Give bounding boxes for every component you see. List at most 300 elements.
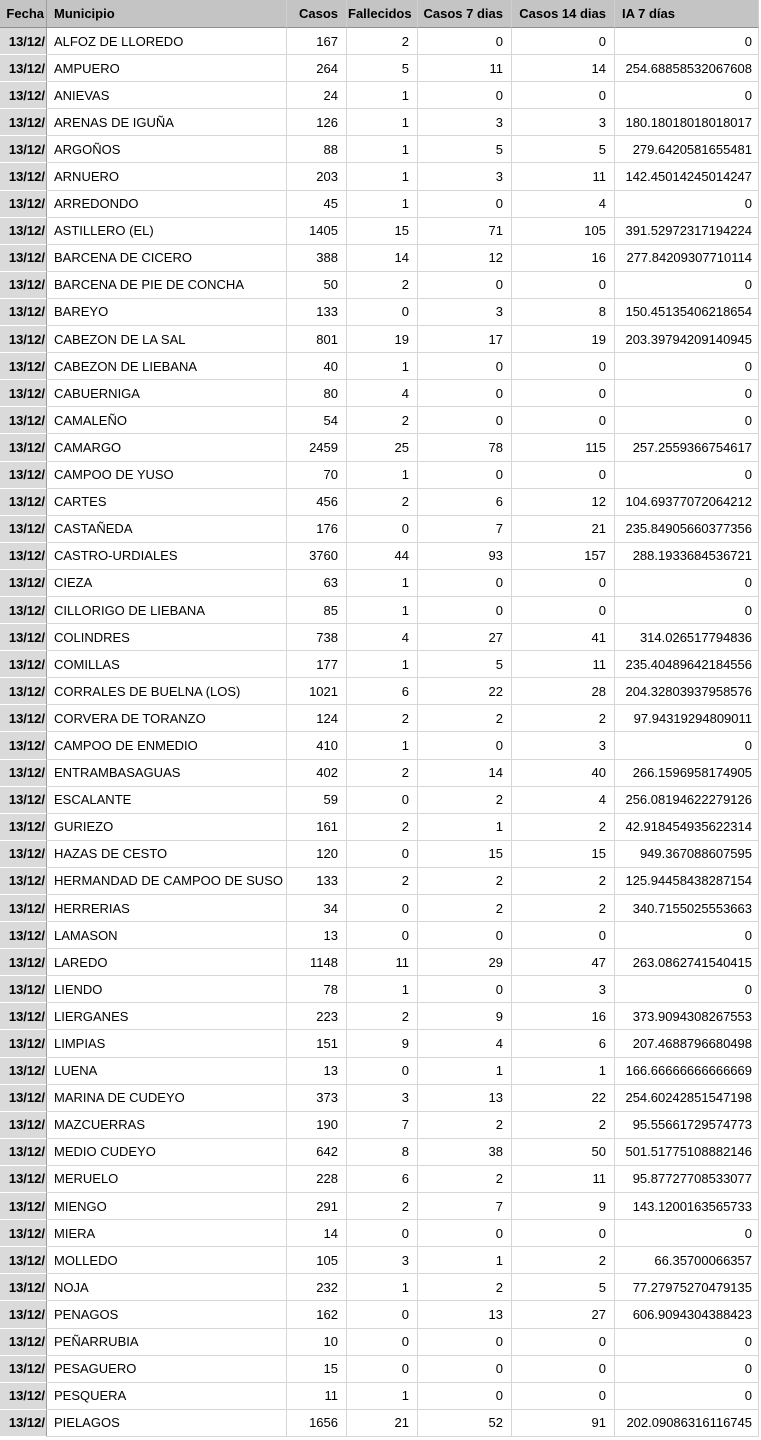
cell-ia-7-dias: 373.9094308267553 <box>615 1003 759 1030</box>
cell-fecha: 13/12/ <box>0 597 47 624</box>
cell-casos: 162 <box>287 1301 347 1328</box>
cell-municipio: LIMPIAS <box>47 1030 287 1057</box>
cell-casos-14-dias: 12 <box>512 489 615 516</box>
cell-ia-7-dias: 949.367088607595 <box>615 841 759 868</box>
cell-fecha: 13/12/ <box>0 543 47 570</box>
cell-fecha: 13/12/ <box>0 1247 47 1274</box>
cell-fallecidos: 14 <box>347 245 418 272</box>
cell-casos: 124 <box>287 705 347 732</box>
cell-municipio: ESCALANTE <box>47 787 287 814</box>
cell-casos: 14 <box>287 1220 347 1247</box>
cell-municipio: HERRERIAS <box>47 895 287 922</box>
cell-casos-7-dias: 2 <box>418 705 512 732</box>
cell-casos: 1148 <box>287 949 347 976</box>
cell-ia-7-dias: 202.09086316116745 <box>615 1410 759 1437</box>
cell-casos-14-dias: 8 <box>512 299 615 326</box>
cell-casos-14-dias: 2 <box>512 705 615 732</box>
cell-casos-14-dias: 6 <box>512 1030 615 1057</box>
cell-fecha: 13/12/ <box>0 1329 47 1356</box>
cell-fecha: 13/12/ <box>0 705 47 732</box>
cell-fallecidos: 0 <box>347 1356 418 1383</box>
cell-fecha: 13/12/ <box>0 299 47 326</box>
cell-fallecidos: 21 <box>347 1410 418 1437</box>
cell-casos: 45 <box>287 191 347 218</box>
cell-fecha: 13/12/ <box>0 651 47 678</box>
cell-municipio: CAMALEÑO <box>47 407 287 434</box>
cell-ia-7-dias: 263.0862741540415 <box>615 949 759 976</box>
cell-fecha: 13/12/ <box>0 1383 47 1410</box>
cell-casos: 642 <box>287 1139 347 1166</box>
table-row <box>0 55 759 82</box>
table-row <box>0 1410 759 1437</box>
cell-casos-14-dias: 47 <box>512 949 615 976</box>
cell-fecha: 13/12/ <box>0 109 47 136</box>
cell-fecha: 13/12/ <box>0 245 47 272</box>
cell-casos: 80 <box>287 380 347 407</box>
table-row <box>0 1329 759 1356</box>
cell-fallecidos: 0 <box>347 922 418 949</box>
cell-fecha: 13/12/ <box>0 1166 47 1193</box>
cell-ia-7-dias: 0 <box>615 1329 759 1356</box>
cell-casos-7-dias: 0 <box>418 28 512 55</box>
table-row <box>0 326 759 353</box>
cell-municipio: CORRALES DE BUELNA (LOS) <box>47 678 287 705</box>
cell-fecha: 13/12/ <box>0 1112 47 1139</box>
cell-fecha: 13/12/ <box>0 1410 47 1437</box>
cell-fallecidos: 3 <box>347 1085 418 1112</box>
cell-casos: 59 <box>287 787 347 814</box>
cell-casos-14-dias: 4 <box>512 787 615 814</box>
cell-ia-7-dias: 95.87727708533077 <box>615 1166 759 1193</box>
cell-casos: 1405 <box>287 218 347 245</box>
column-header-casos-14-dias: Casos 14 dias <box>512 0 615 28</box>
cell-fallecidos: 1 <box>347 109 418 136</box>
cell-ia-7-dias: 235.84905660377356 <box>615 516 759 543</box>
cell-casos-7-dias: 1 <box>418 1058 512 1085</box>
cell-ia-7-dias: 501.51775108882146 <box>615 1139 759 1166</box>
cell-municipio: ANIEVAS <box>47 82 287 109</box>
cell-casos-14-dias: 0 <box>512 272 615 299</box>
cell-fallecidos: 0 <box>347 1301 418 1328</box>
cell-casos: 203 <box>287 163 347 190</box>
cell-fecha: 13/12/ <box>0 191 47 218</box>
cell-ia-7-dias: 0 <box>615 1383 759 1410</box>
cell-municipio: CAMARGO <box>47 434 287 461</box>
cell-casos: 1021 <box>287 678 347 705</box>
cell-municipio: MIERA <box>47 1220 287 1247</box>
cell-casos: 738 <box>287 624 347 651</box>
table-row <box>0 570 759 597</box>
cell-ia-7-dias: 0 <box>615 1220 759 1247</box>
cell-fallecidos: 0 <box>347 1220 418 1247</box>
cell-casos: 161 <box>287 814 347 841</box>
cell-casos-14-dias: 2 <box>512 814 615 841</box>
table-row <box>0 109 759 136</box>
cell-casos: 801 <box>287 326 347 353</box>
column-header-fallecidos: Fallecidos <box>347 0 418 28</box>
cell-ia-7-dias: 254.60242851547198 <box>615 1085 759 1112</box>
cell-fecha: 13/12/ <box>0 732 47 759</box>
table-row <box>0 922 759 949</box>
cell-fallecidos: 1 <box>347 570 418 597</box>
cell-casos-7-dias: 4 <box>418 1030 512 1057</box>
cell-casos-7-dias: 0 <box>418 272 512 299</box>
cell-casos-14-dias: 11 <box>512 651 615 678</box>
table-body <box>0 28 759 1437</box>
table-row <box>0 678 759 705</box>
cell-ia-7-dias: 256.08194622279126 <box>615 787 759 814</box>
cell-casos: 10 <box>287 1329 347 1356</box>
cell-casos: 388 <box>287 245 347 272</box>
cell-casos-7-dias: 13 <box>418 1301 512 1328</box>
cell-fallecidos: 44 <box>347 543 418 570</box>
cell-fecha: 13/12/ <box>0 489 47 516</box>
cell-casos-14-dias: 19 <box>512 326 615 353</box>
cell-fecha: 13/12/ <box>0 82 47 109</box>
cell-casos: 1656 <box>287 1410 347 1437</box>
cell-fallecidos: 0 <box>347 1058 418 1085</box>
cell-municipio: CAMPOO DE ENMEDIO <box>47 732 287 759</box>
cell-ia-7-dias: 257.2559366754617 <box>615 434 759 461</box>
cell-fallecidos: 2 <box>347 814 418 841</box>
table-row <box>0 895 759 922</box>
cell-casos-7-dias: 2 <box>418 868 512 895</box>
cell-casos: 177 <box>287 651 347 678</box>
cell-ia-7-dias: 207.4688796680498 <box>615 1030 759 1057</box>
table-row <box>0 1301 759 1328</box>
cell-casos-14-dias: 14 <box>512 55 615 82</box>
table-row <box>0 28 759 55</box>
cell-ia-7-dias: 314.026517794836 <box>615 624 759 651</box>
cell-casos-7-dias: 0 <box>418 1383 512 1410</box>
cell-fecha: 13/12/ <box>0 434 47 461</box>
cell-fecha: 13/12/ <box>0 1139 47 1166</box>
cell-municipio: CASTRO-URDIALES <box>47 543 287 570</box>
cell-ia-7-dias: 0 <box>615 28 759 55</box>
cell-casos: 190 <box>287 1112 347 1139</box>
cell-ia-7-dias: 288.1933684536721 <box>615 543 759 570</box>
cell-casos-7-dias: 11 <box>418 55 512 82</box>
cell-fallecidos: 2 <box>347 28 418 55</box>
cell-casos: 13 <box>287 922 347 949</box>
cell-casos: 167 <box>287 28 347 55</box>
table-row <box>0 841 759 868</box>
table-row <box>0 462 759 489</box>
cell-municipio: CARTES <box>47 489 287 516</box>
cell-municipio: MAZCUERRAS <box>47 1112 287 1139</box>
cell-fallecidos: 1 <box>347 1383 418 1410</box>
cell-municipio: ARNUERO <box>47 163 287 190</box>
cell-casos: 410 <box>287 732 347 759</box>
cell-fallecidos: 1 <box>347 353 418 380</box>
cell-casos-14-dias: 41 <box>512 624 615 651</box>
cell-ia-7-dias: 0 <box>615 922 759 949</box>
cell-casos-7-dias: 1 <box>418 1247 512 1274</box>
cell-municipio: ENTRAMBASAGUAS <box>47 760 287 787</box>
cell-casos-14-dias: 0 <box>512 570 615 597</box>
cell-casos-14-dias: 0 <box>512 82 615 109</box>
cell-fallecidos: 2 <box>347 760 418 787</box>
cell-fecha: 13/12/ <box>0 1356 47 1383</box>
cell-casos-7-dias: 0 <box>418 1329 512 1356</box>
cell-casos: 88 <box>287 136 347 163</box>
table-row <box>0 218 759 245</box>
cell-fecha: 13/12/ <box>0 1193 47 1220</box>
cell-casos-7-dias: 2 <box>418 1166 512 1193</box>
cell-fecha: 13/12/ <box>0 814 47 841</box>
cell-casos-14-dias: 0 <box>512 407 615 434</box>
table-row <box>0 1058 759 1085</box>
cell-ia-7-dias: 166.66666666666669 <box>615 1058 759 1085</box>
cell-ia-7-dias: 143.1200163565733 <box>615 1193 759 1220</box>
cell-casos: 105 <box>287 1247 347 1274</box>
cell-casos-7-dias: 0 <box>418 1356 512 1383</box>
cell-ia-7-dias: 606.9094304388423 <box>615 1301 759 1328</box>
cell-ia-7-dias: 235.40489642184556 <box>615 651 759 678</box>
cell-fecha: 13/12/ <box>0 1003 47 1030</box>
cell-fecha: 13/12/ <box>0 976 47 1003</box>
cell-fecha: 13/12/ <box>0 272 47 299</box>
cell-fecha: 13/12/ <box>0 922 47 949</box>
cell-casos-7-dias: 3 <box>418 163 512 190</box>
cell-fallecidos: 2 <box>347 705 418 732</box>
cell-fallecidos: 8 <box>347 1139 418 1166</box>
cell-casos: 133 <box>287 868 347 895</box>
cell-municipio: HAZAS DE CESTO <box>47 841 287 868</box>
cell-municipio: HERMANDAD DE CAMPOO DE SUSO <box>47 868 287 895</box>
cell-casos-14-dias: 9 <box>512 1193 615 1220</box>
cell-casos: 373 <box>287 1085 347 1112</box>
cell-fallecidos: 0 <box>347 516 418 543</box>
cell-fallecidos: 0 <box>347 841 418 868</box>
cell-casos-7-dias: 0 <box>418 1220 512 1247</box>
cell-casos-14-dias: 1 <box>512 1058 615 1085</box>
cell-casos-14-dias: 3 <box>512 732 615 759</box>
cell-casos-14-dias: 0 <box>512 28 615 55</box>
cell-fecha: 13/12/ <box>0 55 47 82</box>
cell-casos-7-dias: 5 <box>418 651 512 678</box>
cell-fallecidos: 1 <box>347 976 418 1003</box>
cell-casos-7-dias: 38 <box>418 1139 512 1166</box>
cell-casos-14-dias: 2 <box>512 895 615 922</box>
cell-casos-7-dias: 1 <box>418 814 512 841</box>
cell-fallecidos: 0 <box>347 895 418 922</box>
cell-casos-14-dias: 28 <box>512 678 615 705</box>
cell-municipio: COLINDRES <box>47 624 287 651</box>
cell-municipio: PENAGOS <box>47 1301 287 1328</box>
cell-casos: 120 <box>287 841 347 868</box>
cell-casos-14-dias: 16 <box>512 245 615 272</box>
cell-ia-7-dias: 142.45014245014247 <box>615 163 759 190</box>
cell-municipio: MARINA DE CUDEYO <box>47 1085 287 1112</box>
cell-ia-7-dias: 180.18018018018017 <box>615 109 759 136</box>
table-row <box>0 814 759 841</box>
cell-casos: 15 <box>287 1356 347 1383</box>
cell-casos-7-dias: 0 <box>418 407 512 434</box>
cell-casos-7-dias: 12 <box>418 245 512 272</box>
cell-municipio: LAMASON <box>47 922 287 949</box>
table-row <box>0 1030 759 1057</box>
cell-fecha: 13/12/ <box>0 462 47 489</box>
header-row <box>0 0 759 28</box>
cell-fallecidos: 0 <box>347 787 418 814</box>
cell-ia-7-dias: 0 <box>615 353 759 380</box>
cell-fallecidos: 1 <box>347 597 418 624</box>
cell-casos-7-dias: 22 <box>418 678 512 705</box>
cell-casos: 50 <box>287 272 347 299</box>
cell-municipio: LIENDO <box>47 976 287 1003</box>
cell-ia-7-dias: 0 <box>615 82 759 109</box>
cell-municipio: BARCENA DE CICERO <box>47 245 287 272</box>
cell-municipio: BARCENA DE PIE DE CONCHA <box>47 272 287 299</box>
cell-casos: 78 <box>287 976 347 1003</box>
table-row <box>0 163 759 190</box>
cell-ia-7-dias: 391.52972317194224 <box>615 218 759 245</box>
cell-casos: 133 <box>287 299 347 326</box>
cell-casos-14-dias: 157 <box>512 543 615 570</box>
table-row <box>0 489 759 516</box>
cell-casos: 34 <box>287 895 347 922</box>
table-row <box>0 624 759 651</box>
table-row <box>0 82 759 109</box>
table-row <box>0 1274 759 1301</box>
cell-fecha: 13/12/ <box>0 760 47 787</box>
cell-fallecidos: 6 <box>347 678 418 705</box>
cell-casos: 228 <box>287 1166 347 1193</box>
column-header-casos-7-dias: Casos 7 dias <box>418 0 512 28</box>
cell-casos-14-dias: 16 <box>512 1003 615 1030</box>
cell-ia-7-dias: 104.69377072064212 <box>615 489 759 516</box>
cell-municipio: CILLORIGO DE LIEBANA <box>47 597 287 624</box>
cell-ia-7-dias: 0 <box>615 597 759 624</box>
cell-casos-7-dias: 3 <box>418 109 512 136</box>
cell-fecha: 13/12/ <box>0 380 47 407</box>
table-row <box>0 380 759 407</box>
cell-casos-7-dias: 0 <box>418 82 512 109</box>
table-row <box>0 760 759 787</box>
cell-fallecidos: 11 <box>347 949 418 976</box>
cell-casos-14-dias: 2 <box>512 868 615 895</box>
cell-municipio: CORVERA DE TORANZO <box>47 705 287 732</box>
cell-fecha: 13/12/ <box>0 326 47 353</box>
table-row <box>0 787 759 814</box>
cell-municipio: CABUERNIGA <box>47 380 287 407</box>
table-row <box>0 272 759 299</box>
cell-casos: 151 <box>287 1030 347 1057</box>
cell-fecha: 13/12/ <box>0 678 47 705</box>
table-row <box>0 191 759 218</box>
cell-casos: 291 <box>287 1193 347 1220</box>
cell-fallecidos: 2 <box>347 1193 418 1220</box>
cell-casos-7-dias: 3 <box>418 299 512 326</box>
column-header-municipio: Municipio <box>47 0 287 28</box>
cell-casos-7-dias: 0 <box>418 462 512 489</box>
cell-fallecidos: 1 <box>347 136 418 163</box>
cell-fecha: 13/12/ <box>0 895 47 922</box>
cell-ia-7-dias: 279.6420581655481 <box>615 136 759 163</box>
cell-casos: 264 <box>287 55 347 82</box>
cell-ia-7-dias: 0 <box>615 272 759 299</box>
cell-casos-7-dias: 0 <box>418 732 512 759</box>
cell-municipio: PEÑARRUBIA <box>47 1329 287 1356</box>
cell-casos-14-dias: 27 <box>512 1301 615 1328</box>
cell-municipio: ASTILLERO (EL) <box>47 218 287 245</box>
cell-fallecidos: 2 <box>347 272 418 299</box>
cell-ia-7-dias: 125.94458438287154 <box>615 868 759 895</box>
cell-fallecidos: 5 <box>347 55 418 82</box>
cell-fallecidos: 9 <box>347 1030 418 1057</box>
cell-municipio: PIELAGOS <box>47 1410 287 1437</box>
cell-casos-7-dias: 52 <box>418 1410 512 1437</box>
cell-casos: 13 <box>287 1058 347 1085</box>
cell-casos: 456 <box>287 489 347 516</box>
cell-ia-7-dias: 340.7155025553663 <box>615 895 759 922</box>
cell-fecha: 13/12/ <box>0 136 47 163</box>
table-row <box>0 1139 759 1166</box>
cell-fecha: 13/12/ <box>0 624 47 651</box>
cell-casos: 70 <box>287 462 347 489</box>
table-row <box>0 299 759 326</box>
cell-fallecidos: 1 <box>347 82 418 109</box>
cell-casos-14-dias: 5 <box>512 1274 615 1301</box>
cell-ia-7-dias: 277.84209307710114 <box>615 245 759 272</box>
cell-casos-7-dias: 93 <box>418 543 512 570</box>
cell-ia-7-dias: 0 <box>615 462 759 489</box>
cell-municipio: PESAGUERO <box>47 1356 287 1383</box>
cell-casos-7-dias: 2 <box>418 1274 512 1301</box>
cell-casos: 24 <box>287 82 347 109</box>
table-row <box>0 543 759 570</box>
cell-fecha: 13/12/ <box>0 28 47 55</box>
cell-casos-7-dias: 71 <box>418 218 512 245</box>
cell-fecha: 13/12/ <box>0 1058 47 1085</box>
cell-casos-7-dias: 9 <box>418 1003 512 1030</box>
cell-casos-14-dias: 0 <box>512 380 615 407</box>
cell-casos-7-dias: 29 <box>418 949 512 976</box>
table-row <box>0 245 759 272</box>
table-row <box>0 597 759 624</box>
cell-fallecidos: 6 <box>347 1166 418 1193</box>
cell-casos: 3760 <box>287 543 347 570</box>
table-row <box>0 732 759 759</box>
cell-municipio: CAMPOO DE YUSO <box>47 462 287 489</box>
cell-fallecidos: 1 <box>347 1274 418 1301</box>
cell-casos: 85 <box>287 597 347 624</box>
table-row <box>0 1193 759 1220</box>
cell-casos-7-dias: 0 <box>418 922 512 949</box>
cell-municipio: BAREYO <box>47 299 287 326</box>
cell-casos: 176 <box>287 516 347 543</box>
cell-municipio: CABEZON DE LIEBANA <box>47 353 287 380</box>
cell-casos-14-dias: 22 <box>512 1085 615 1112</box>
cell-ia-7-dias: 97.94319294809011 <box>615 705 759 732</box>
cell-ia-7-dias: 254.68858532067608 <box>615 55 759 82</box>
cell-fecha: 13/12/ <box>0 949 47 976</box>
cell-fecha: 13/12/ <box>0 218 47 245</box>
cell-casos: 54 <box>287 407 347 434</box>
cell-casos-14-dias: 0 <box>512 1383 615 1410</box>
cell-fecha: 13/12/ <box>0 353 47 380</box>
cell-casos-7-dias: 2 <box>418 1112 512 1139</box>
cell-ia-7-dias: 0 <box>615 380 759 407</box>
cell-ia-7-dias: 266.1596958174905 <box>615 760 759 787</box>
cell-municipio: PESQUERA <box>47 1383 287 1410</box>
cell-casos-14-dias: 3 <box>512 109 615 136</box>
cell-fallecidos: 1 <box>347 163 418 190</box>
cell-ia-7-dias: 0 <box>615 1356 759 1383</box>
cell-fecha: 13/12/ <box>0 516 47 543</box>
cell-ia-7-dias: 66.35700066357 <box>615 1247 759 1274</box>
